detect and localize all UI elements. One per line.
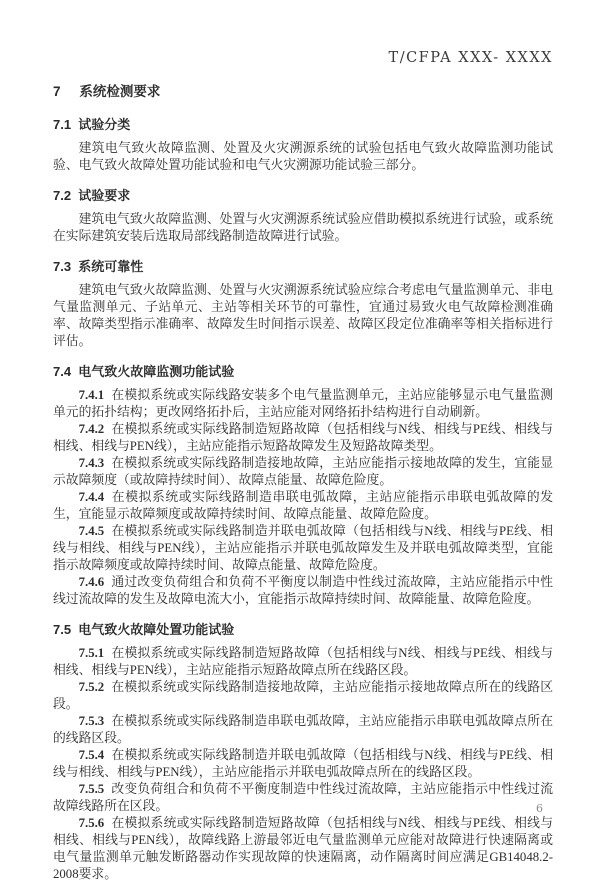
- paragraph: 建筑电气致火故障监测、处置与火灾溯源系统试验应借助模拟系统进行试验，或系统在实际建筑安装后选取局部线路制造故障进行试验。: [53, 212, 553, 243]
- clause-number: 7.5.4: [78, 748, 105, 762]
- clause-text: 在模拟系统或实际线路制造并联电弧故障（包括相线与N线、相线与PE线、相线与相线、相线与PEN线），主站应能指示并联电弧故障发生及并联电弧故障类型，宜能指示故障频度或故障持续时间、故障点能量、故障危险度。: [53, 524, 553, 572]
- clause-number: 7.5.6: [78, 816, 105, 830]
- clause-number: 7.4.1: [78, 388, 105, 402]
- clause-text: 改变负荷组合和负荷不平衡度制造中性线过流故障，主站应能指示中性线过流故障线路所在区段。: [53, 782, 553, 813]
- clause-number: 7.4.4: [78, 490, 105, 504]
- chapter-number: 7: [53, 84, 61, 99]
- section-heading-7-1: [53, 114, 553, 133]
- clause-7-5-6: [53, 815, 553, 883]
- clause-text: 在模拟系统或实际线路安装多个电气量监测单元，主站应能够显示电气量监测单元的拓扑结构；更改网络拓扑后，主站应能对网络拓扑结构进行自动刷新。: [53, 388, 553, 419]
- clause-text: 在模拟系统或实际线路制造短路故障（包括相线与N线、相线与PE线、相线与相线、相线与PEN线），故障线路上游最邻近电气量监测单元应能对故障进行快速隔离或电气量监测单元触发断路器动作实现故障的快速隔离，动作隔离时间应满足GB14048.2-2008要求。: [53, 816, 553, 881]
- paragraph: 建筑电气致火故障监测、处置及火灾溯源系统的试验包括电气致火故障监测功能试验、电气致火故障处置功能试验和电气火灾溯源功能试验三部分。: [53, 141, 553, 172]
- clause-text: 通过改变负荷组合和负荷不平衡度以制造中性线过流故障，主站应能指示中性线过流故障的发生及故障电流大小，宜能指示故障持续时间、故障能量、故障危险度。: [53, 575, 553, 606]
- clause-text: 在模拟系统或实际线路制造串联电弧故障，主站应能指示串联电弧故障的发生，宜能显示故障频度或故障持续时间、故障点能量、故障危险度。: [53, 490, 553, 521]
- section-heading-7-3: [53, 256, 553, 275]
- clause-text: 在模拟系统或实际线路制造短路故障（包括相线与N线、相线与PE线、相线与相线、相线与PEN线），主站应能指示短路故障点所在线路区段。: [53, 646, 553, 677]
- clause-7-5-1: [53, 645, 553, 679]
- clause-number: 7.4.3: [78, 456, 105, 470]
- clause-7-4-6: [53, 574, 553, 608]
- clause-7-4-1: [53, 387, 553, 421]
- clause-7-4-5: [53, 523, 553, 574]
- paragraph: 建筑电气致火故障监测、处置与火灾溯源系统试验应综合考虑电气量监测单元、非电气量监测单元、子站单元、主站等相关环节的可靠性，宜通过易致火电气故障检测准确率、故障类型指示准确率、故障发生时间指示误差、故障区段定位准确率等相关指标进行评估。: [53, 283, 553, 348]
- clause-7-5-3: [53, 713, 553, 747]
- section-title: 试验要求: [78, 188, 131, 203]
- chapter-title: 系统检测要求: [79, 84, 161, 99]
- page-number: 6: [536, 802, 543, 815]
- section-number: 7.1: [53, 117, 72, 132]
- clause-7-5-5: [53, 781, 553, 815]
- clause-number: 7.4.5: [78, 524, 105, 538]
- clause-7-4-4: [53, 489, 553, 523]
- section-heading-7-5: [53, 619, 553, 638]
- clause-text: 在模拟系统或实际线路制造串联电弧故障，主站应能指示串联电弧故障点所在的线路区段。: [53, 714, 553, 745]
- section-number: 7.4: [53, 364, 72, 379]
- chapter-heading: [53, 80, 553, 100]
- section-heading-7-4: [53, 361, 553, 380]
- section-title: 系统可靠性: [78, 259, 144, 274]
- section-heading-7-2: [53, 185, 553, 204]
- clause-7-4-3: [53, 455, 553, 489]
- clause-text: 在模拟系统或实际线路制造并联电弧故障（包括相线与N线、相线与PE线、相线与相线、相线与PEN线），主站应能指示并联电弧故障点所在的线路区段。: [53, 748, 553, 779]
- section-number: 7.3: [53, 259, 72, 274]
- section-title: 电气致火故障监测功能试验: [78, 364, 235, 379]
- section-title: 电气致火故障处置功能试验: [78, 622, 235, 637]
- clause-number: 7.4.6: [78, 575, 105, 589]
- clause-number: 7.5.2: [78, 680, 105, 694]
- clause-text: 在模拟系统或实际线路制造短路故障（包括相线与N线、相线与PE线、相线与相线、相线与PEN线），主站应能指示短路故障发生及短路故障类型。: [53, 422, 553, 453]
- clause-number: 7.4.2: [78, 422, 105, 436]
- clause-7-4-2: [53, 421, 553, 455]
- clause-7-5-4: [53, 747, 553, 781]
- clause-7-5-2: [53, 679, 553, 713]
- clause-number: 7.5.5: [78, 782, 105, 796]
- clause-number: 7.5.1: [78, 646, 105, 660]
- standard-number: T/CFPA XXX- XXXX: [388, 50, 553, 66]
- section-number: 7.2: [53, 188, 72, 203]
- clause-number: 7.5.3: [78, 714, 105, 728]
- section-number: 7.5: [53, 622, 72, 637]
- clause-text: 在模拟系统或实际线路制造接地故障，主站应能指示接地故障的发生，宜能显示故障频度（或故障持续时间）、故障点能量、故障危险度。: [53, 456, 553, 487]
- clause-text: 在模拟系统或实际线路制造接地故障，主站应能指示接地故障点所在的线路区段。: [53, 680, 553, 711]
- running-header: [53, 50, 553, 66]
- section-title: 试验分类: [78, 117, 131, 132]
